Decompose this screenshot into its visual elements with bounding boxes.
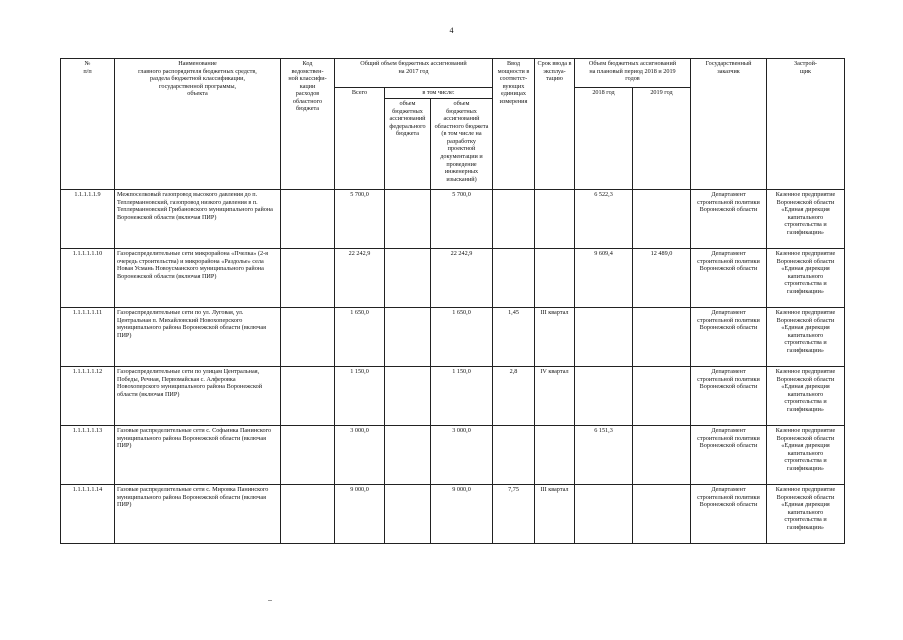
row-name: Межпоселковый газопровод высокого давления до п. Теплерманновский, газопровод низкого давления в п. Теплерманновский Грибановского муниципального района Воронежской области (включая ПИР) — [115, 190, 281, 249]
row-regional: 5 700,0 — [431, 190, 493, 249]
row-customer: Департамент строительной политики Воронежской области — [691, 367, 767, 426]
row-2018 — [575, 485, 633, 544]
row-total: 22 242,9 — [335, 249, 385, 308]
header-2018: 2018 год — [575, 88, 633, 190]
table-row — [61, 308, 845, 367]
row-num: 1.1.1.1.1.14 — [61, 485, 115, 544]
row-total: 5 700,0 — [335, 190, 385, 249]
row-federal — [385, 190, 431, 249]
row-regional: 9 000,0 — [431, 485, 493, 544]
row-federal — [385, 426, 431, 485]
header-planned-group: Объем бюджетных ассигнований на плановый период 2018 и 2019 годов — [575, 59, 691, 88]
row-developer: Казенное предприятие Воронежской области «Единая дирекция капитального строительства и газификации» — [767, 426, 845, 485]
row-regional: 1 650,0 — [431, 308, 493, 367]
row-code — [281, 426, 335, 485]
header-term: Срок ввода в эксплуа- тацию — [535, 59, 575, 190]
row-num: 1.1.1.1.1.11 — [61, 308, 115, 367]
row-developer: Казенное предприятие Воронежской области «Единая дирекция капитального строительства и газификации» — [767, 190, 845, 249]
row-code — [281, 308, 335, 367]
row-total: 3 000,0 — [335, 426, 385, 485]
row-name: Газовые распределительные сети с. Софьинка Панинского муниципального района Воронежской области (включая ПИР) — [115, 426, 281, 485]
row-2019 — [633, 426, 691, 485]
row-federal — [385, 249, 431, 308]
row-developer: Казенное предприятие Воронежской области «Единая дирекция капитального строительства и газификации» — [767, 485, 845, 544]
row-term: III квартал — [535, 485, 575, 544]
table-body — [61, 190, 845, 544]
table-row — [61, 249, 845, 308]
row-regional: 22 242,9 — [431, 249, 493, 308]
row-2018 — [575, 367, 633, 426]
row-2019: 12 489,0 — [633, 249, 691, 308]
row-2019 — [633, 308, 691, 367]
row-developer: Казенное предприятие Воронежской области «Единая дирекция капитального строительства и газификации» — [767, 249, 845, 308]
row-term — [535, 190, 575, 249]
row-capacity — [493, 190, 535, 249]
row-num: 1.1.1.1.1.12 — [61, 367, 115, 426]
row-capacity — [493, 249, 535, 308]
row-federal — [385, 367, 431, 426]
row-customer: Департамент строительной политики Воронежской области — [691, 426, 767, 485]
row-customer: Департамент строительной политики Воронежской области — [691, 190, 767, 249]
row-2018: 9 609,4 — [575, 249, 633, 308]
row-capacity: 7,75 — [493, 485, 535, 544]
page-number: 4 — [449, 26, 454, 35]
row-2018: 6 151,3 — [575, 426, 633, 485]
row-customer: Департамент строительной политики Воронежской области — [691, 485, 767, 544]
row-name: Газораспределительные сети по улицам Центральная, Победы, Речная, Первомайская с. Алферовка Новохоперского муниципального района Воронежской области (включая ПИР) — [115, 367, 281, 426]
table-row — [61, 190, 845, 249]
row-2019 — [633, 190, 691, 249]
row-total: 1 150,0 — [335, 367, 385, 426]
row-total: 9 000,0 — [335, 485, 385, 544]
row-federal — [385, 308, 431, 367]
row-developer: Казенное предприятие Воронежской области «Единая дирекция капитального строительства и газификации» — [767, 367, 845, 426]
row-code — [281, 249, 335, 308]
row-name: Газораспределительные сети микрорайона «Пчелка» (2-я очередь строительства) и микрорайона «Раздолье» села Новая Усмань Новоусманского муниципального района Воронежской области (включая ПИР) — [115, 249, 281, 308]
budget-table — [60, 58, 845, 544]
header-num: № п/п — [61, 59, 115, 190]
row-customer: Департамент строительной политики Воронежской области — [691, 308, 767, 367]
row-term: IV квартал — [535, 367, 575, 426]
row-name: Газораспределительные сети по ул. Луговая, ул. Центральная п. Михайловский Новохоперского муниципального района Воронежской области (включая ПИР) — [115, 308, 281, 367]
row-num: 1.1.1.1.1.13 — [61, 426, 115, 485]
header-federal: объем бюджетных ассигнований федерального бюджета — [385, 99, 431, 190]
row-name: Газовые распределительные сети с. Мировка Панинского муниципального района Воронежской области (включая ПИР) — [115, 485, 281, 544]
header-capacity: Ввод мощности в соответст- вующих единицах измерения — [493, 59, 535, 190]
row-regional: 3 000,0 — [431, 426, 493, 485]
row-regional: 1 150,0 — [431, 367, 493, 426]
header-developer: Застрой- щик — [767, 59, 845, 190]
header-total: Всего — [335, 88, 385, 190]
table-row — [61, 426, 845, 485]
row-developer: Казенное предприятие Воронежской области «Единая дирекция капитального строительства и газификации» — [767, 308, 845, 367]
table-row — [61, 367, 845, 426]
header-regional: объем бюджетных ассигнований областного бюджета (в том числе на разработку проектной документации и проведение инженерных изысканий) — [431, 99, 493, 190]
scan-mark — [268, 600, 272, 601]
row-term — [535, 249, 575, 308]
row-2019 — [633, 367, 691, 426]
row-capacity: 1,45 — [493, 308, 535, 367]
row-2018 — [575, 308, 633, 367]
table-header — [61, 59, 845, 190]
header-customer: Государственный заказчик — [691, 59, 767, 190]
header-2019: 2019 год — [633, 88, 691, 190]
table-row — [61, 485, 845, 544]
header-code: Код ведомствен- ной классифи- кации расходов областного бюджета — [281, 59, 335, 190]
row-code — [281, 367, 335, 426]
row-code — [281, 485, 335, 544]
row-2018: 6 522,3 — [575, 190, 633, 249]
header-total-group: Общий объем бюджетных ассигнований на 2017 год — [335, 59, 493, 88]
row-capacity — [493, 426, 535, 485]
row-capacity: 2,8 — [493, 367, 535, 426]
row-code — [281, 190, 335, 249]
row-federal — [385, 485, 431, 544]
row-term — [535, 426, 575, 485]
row-term: III квартал — [535, 308, 575, 367]
row-customer: Департамент строительной политики Воронежской области — [691, 249, 767, 308]
header-name: Наименование главного распорядителя бюджетных средств, раздела бюджетной классификации, государственной программы, объекта — [115, 59, 281, 190]
row-2019 — [633, 485, 691, 544]
row-num: 1.1.1.1.1.9 — [61, 190, 115, 249]
row-total: 1 650,0 — [335, 308, 385, 367]
row-num: 1.1.1.1.1.10 — [61, 249, 115, 308]
header-including: в том числе: — [385, 88, 493, 99]
